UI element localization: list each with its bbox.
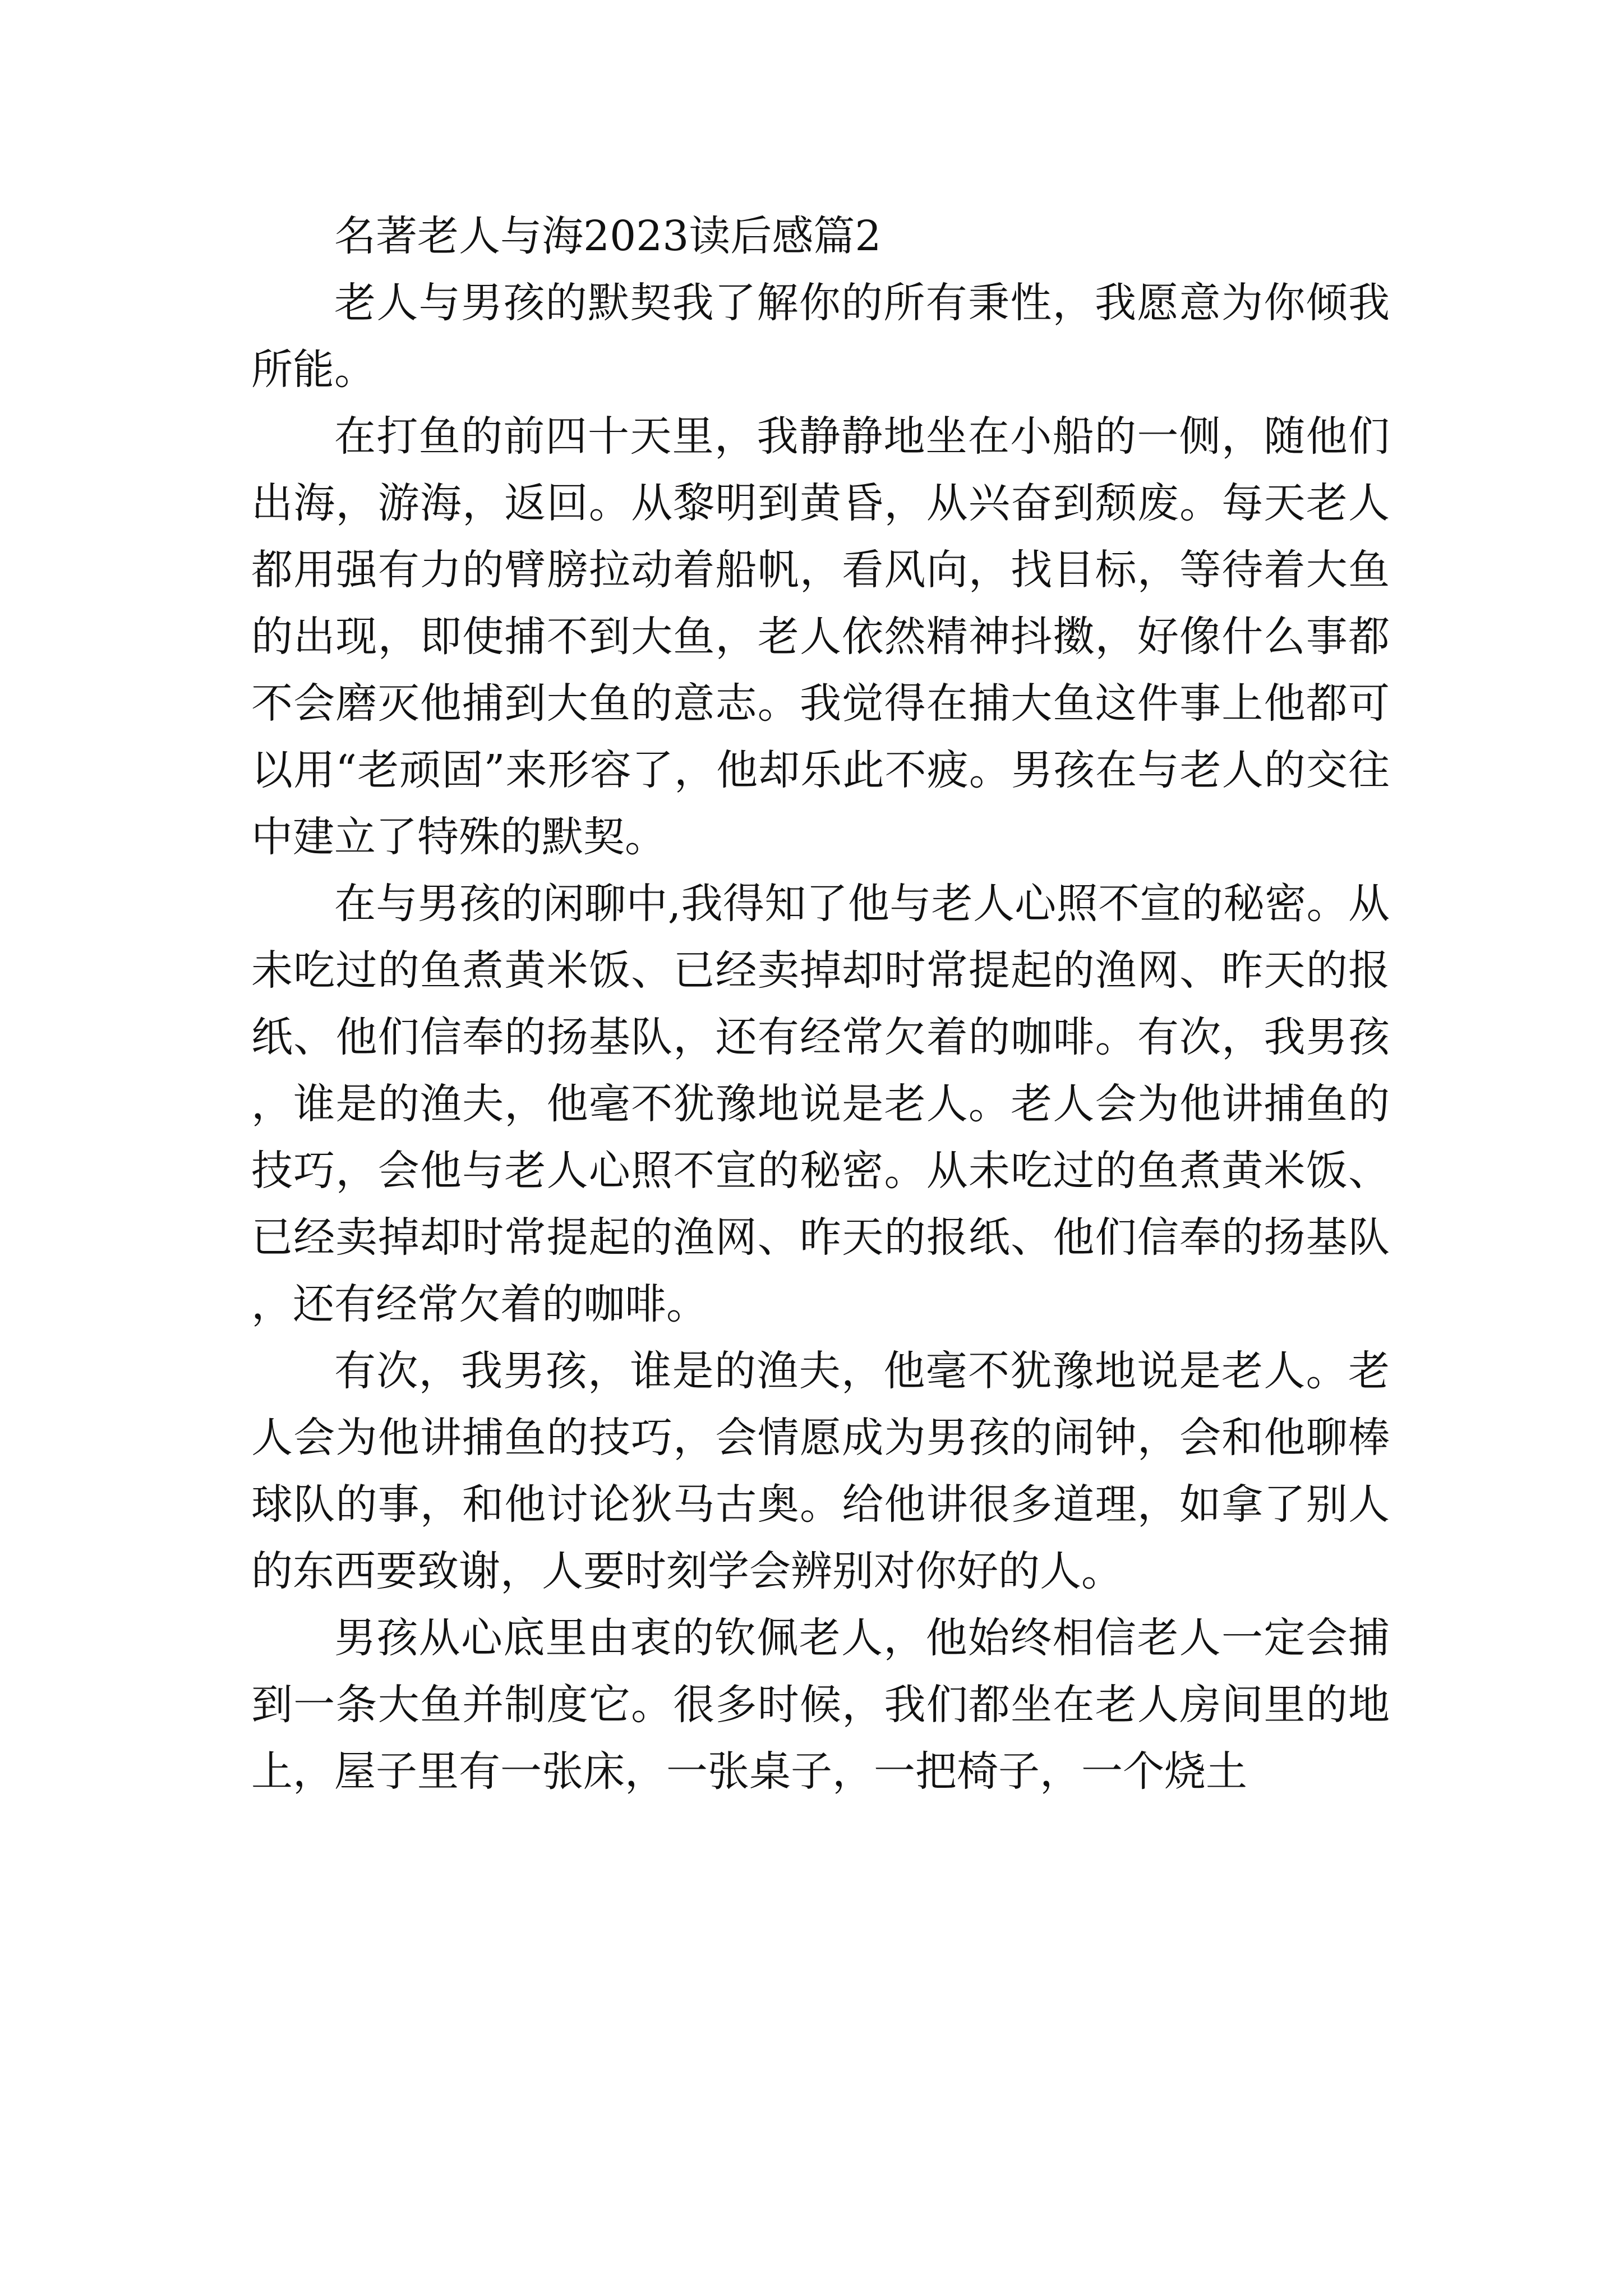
paragraph-3: 在与男孩的闲聊中,我得知了他与老人心照不宣的秘密。从未吃过的鱼煮黄米饭、已经卖掉却时常提起的渔网、昨天的报纸、他们信奉的扬基队，还有经常欠着的咖啡。有次，我男孩，谁是的渔夫，他毫不犹豫地说是老人。老人会为他讲捕鱼的技巧，会他与老人心照不宣的秘密。从未吃过的鱼煮黄米饭、已经卖掉却时常提起的渔网、昨天的报纸、他们信奉的扬基队，还有经常欠着的咖啡。: [251, 880, 1390, 1328]
paragraph-1: 老人与男孩的默契我了解你的所有秉性，我愿意为你倾我所能。: [251, 279, 1390, 394]
document-body: [251, 203, 1390, 1805]
paragraph-2: 在打鱼的前四十天里，我静静地坐在小船的一侧，随他们出海，游海，返回。从黎明到黄昏，从兴奋到颓废。每天老人都用强有力的臂膀拉动着船帆，看风向，找目标，等待着大鱼的出现，即使捕不到大鱼，老人依然精神抖擞，好像什么事都不会磨灭他捕到大鱼的意志。我觉得在捕大鱼这件事上他都可以用“老顽固”来形容了，他却乐此不疲。男孩在与老人的交往中建立了特殊的默契。: [251, 412, 1390, 861]
document-title: 名著老人与海2023读后感篇2: [334, 212, 882, 260]
paragraph-4: 有次，我男孩，谁是的渔夫，他毫不犹豫地说是老人。老人会为他讲捕鱼的技巧，会情愿成为男孩的闹钟，会和他聊棒球队的事，和他讨论狄马古奥。给他讲很多道理，如拿了别人的东西要致谢，人要时刻学会辨别对你好的人。: [251, 1347, 1390, 1595]
paragraph-5: 男孩从心底里由衷的钦佩老人，他始终相信老人一定会捕到一条大鱼并制度它。很多时候，我们都坐在老人房间里的地上，屋子里有一张床，一张桌子，一把椅子，一个烧土: [251, 1614, 1390, 1796]
